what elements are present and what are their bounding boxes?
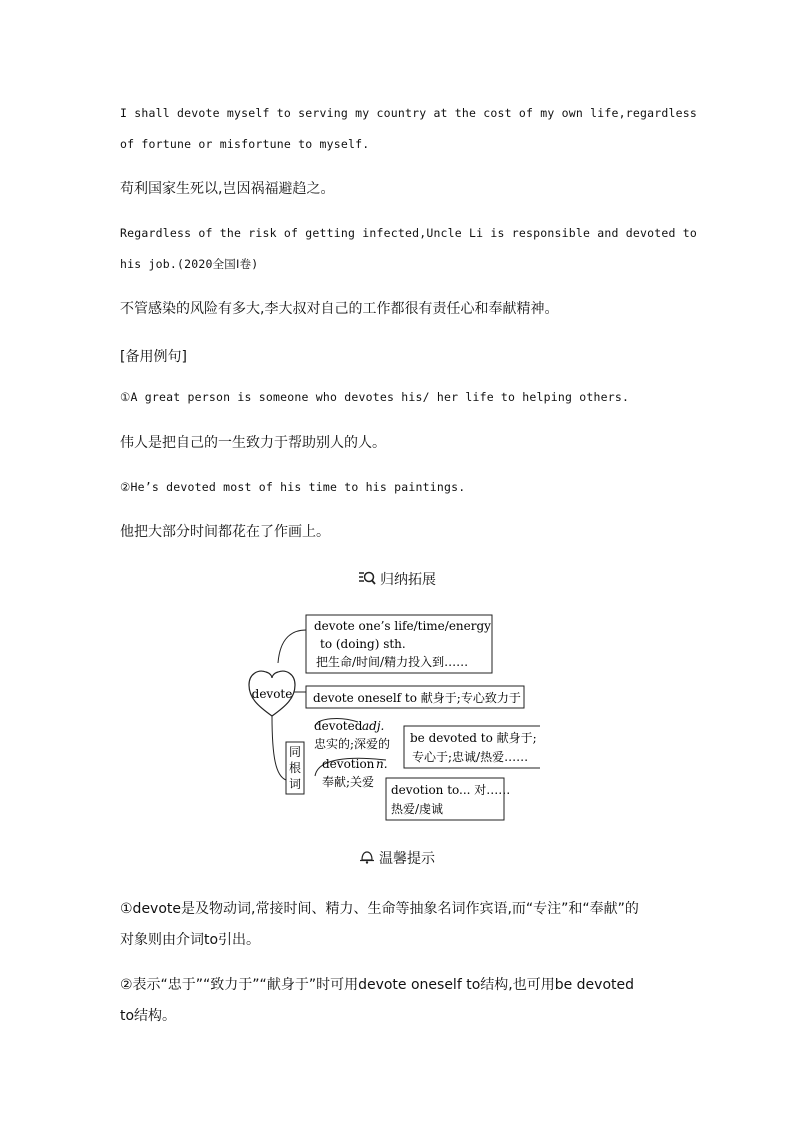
example-sentence-en-1: I shall devote myself to serving my country at the cost of my own life,regardless [120, 106, 698, 120]
summary-section-title [0, 569, 794, 590]
noun-pos: n. [376, 757, 388, 771]
tip-1-line-2: 对象则由介词to引出。 [120, 932, 261, 948]
devote-word-map [240, 608, 540, 828]
adj-meaning: 忠实的;深爱的 [314, 737, 391, 751]
adj-word: devoted [314, 719, 363, 733]
backup-examples-heading: [备用例句] [120, 349, 187, 365]
root-words-char-3: 词 [288, 777, 302, 791]
adj-pos: adj. [362, 719, 385, 733]
example-sentence-en-2-cont: his job.(2020全国Ⅰ卷) [120, 257, 259, 271]
example-sentence-en-1-cont: of fortune or misfortune to myself. [120, 137, 370, 151]
phrase-box-1-line1: devote one’s life/time/energy [314, 619, 491, 633]
backup-example-cn-1: 伟人是把自己的一生致力于帮助别人的人。 [120, 435, 386, 451]
phrase-box-3-line1: be devoted to 献身于; [410, 731, 537, 745]
devote-center-word: devote [251, 687, 293, 701]
phrase-box-3-line2: 专心于;忠诚/热爱…… [412, 750, 529, 764]
root-words-char-1: 同 [288, 745, 302, 759]
example-sentence-en-2: Regardless of the risk of getting infected,Uncle Li is responsible and devoted to [120, 226, 698, 240]
bell-tip-icon [359, 850, 375, 868]
phrase-box-4-line1: devotion to... 对…… [391, 783, 511, 797]
phrase-box-1-line2: to (doing) sth. [320, 637, 406, 651]
tip-1-line-1: ①devote是及物动词,常接时间、精力、生命等抽象名词作宾语,而“专注”和“奉献”的 [120, 901, 639, 917]
example-translation-1: 苟利国家生死以,岂因祸福避趋之。 [120, 181, 335, 197]
backup-example-en-2: ②He’s devoted most of his time to his paintings. [120, 480, 466, 494]
backup-example-cn-2: 他把大部分时间都花在了作画上。 [120, 524, 330, 540]
summary-title-text: 归纳拓展 [380, 572, 436, 588]
phrase-box-4-line2: 热爱/虔诚 [391, 802, 444, 816]
phrase-box-2-text: devote oneself to 献身于;专心致力于 [313, 691, 521, 705]
noun-word: devotion [322, 757, 375, 771]
phrase-box-1-line3: 把生命/时间/精力投入到…… [316, 655, 469, 669]
example-translation-2: 不管感染的风险有多大,李大叔对自己的工作都很有责任心和奉献精神。 [120, 301, 559, 317]
magnifier-list-icon [358, 570, 376, 590]
tips-section-title [0, 848, 794, 868]
noun-meaning: 奉献;关爱 [322, 775, 375, 789]
root-words-char-2: 根 [288, 761, 302, 775]
backup-example-en-1: ①A great person is someone who devotes his/ her life to helping others. [120, 390, 630, 404]
tips-title-text: 温馨提示 [379, 851, 435, 867]
tip-2-line-2: to结构。 [120, 1008, 177, 1024]
tip-2-line-1: ②表示“忠于”“致力于”“献身于”时可用devote oneself to结构,也可用be devoted [120, 977, 634, 993]
